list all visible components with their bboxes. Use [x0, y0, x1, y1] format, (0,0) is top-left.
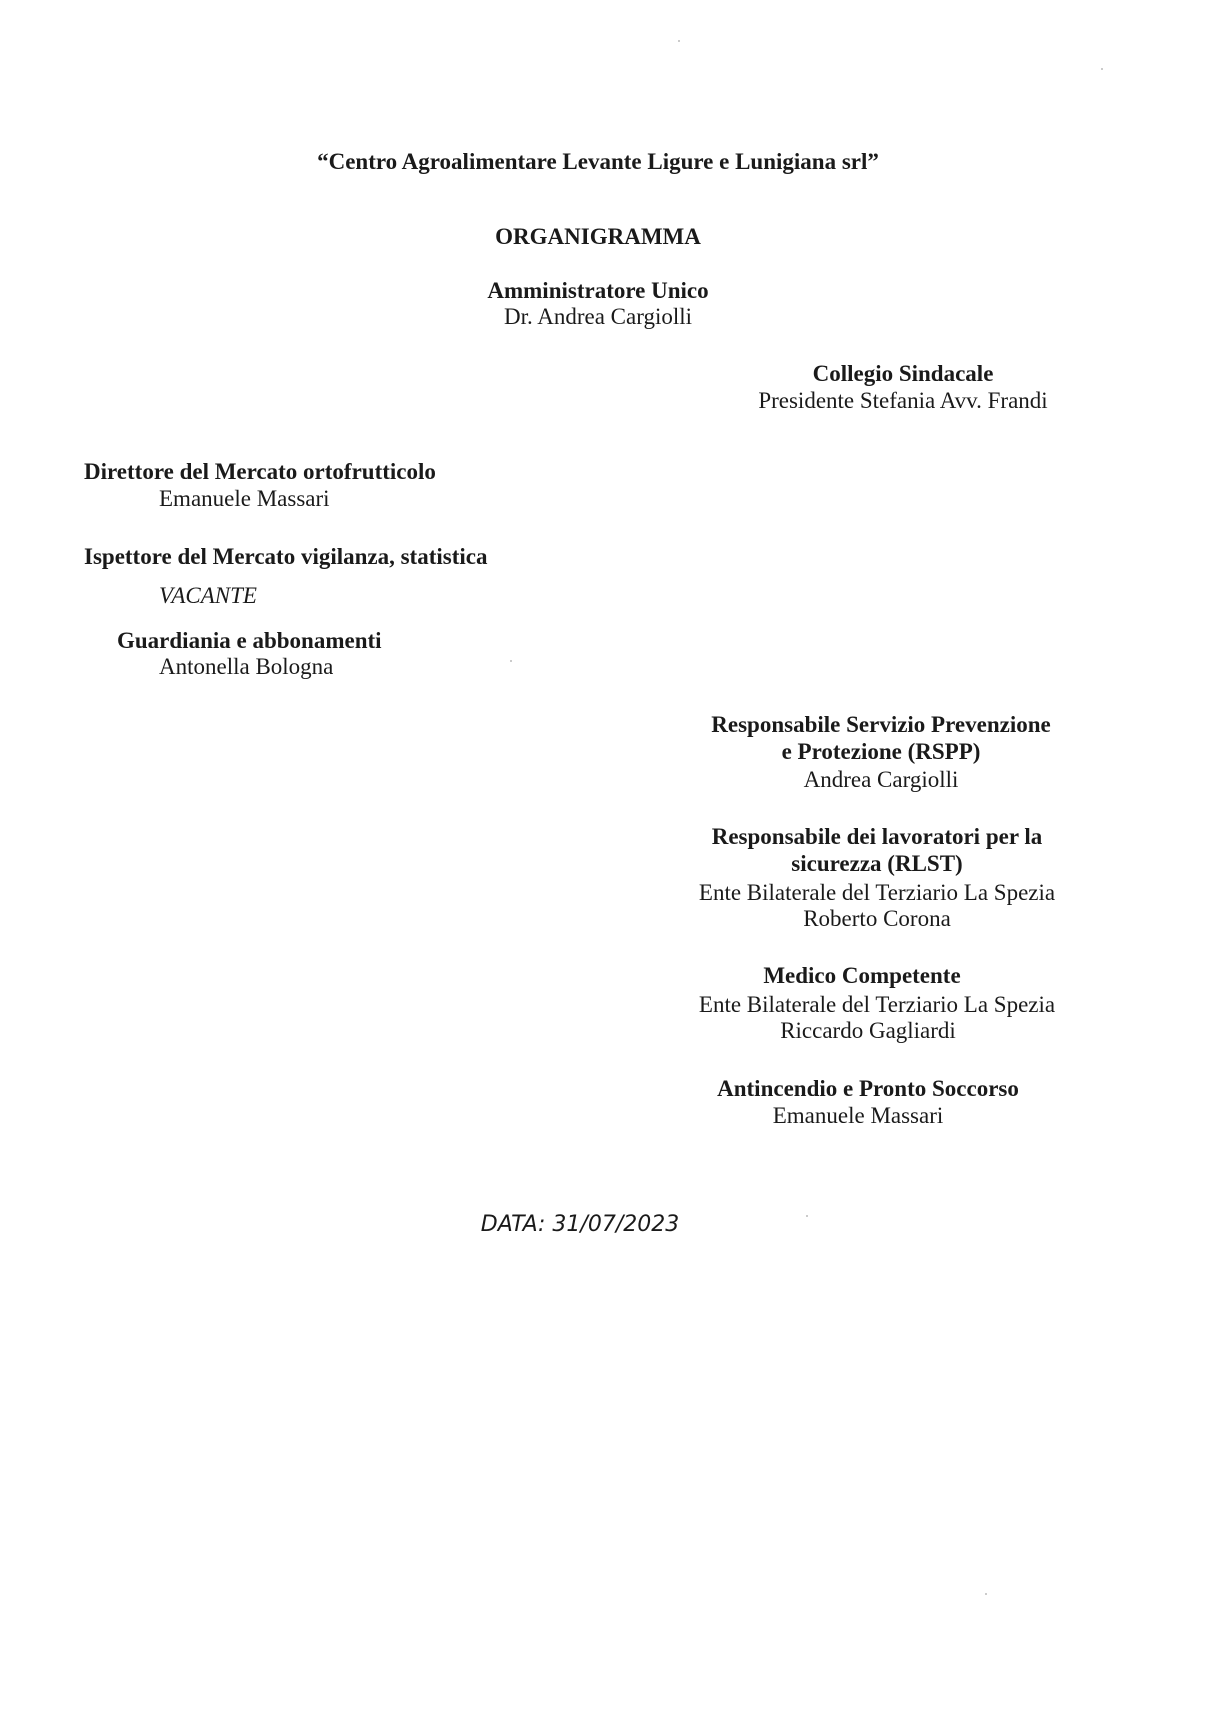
ispettore-name: VACANTE	[159, 583, 257, 608]
collegio-name: Presidente Stefania Avv. Frandi	[758, 388, 1048, 413]
rlst-name: Roberto Corona	[803, 906, 951, 931]
medico-role: Medico Competente	[763, 963, 961, 988]
amministratore-role: Amministratore Unico	[487, 278, 709, 303]
document-date: DATA: 31/07/2023	[480, 1212, 680, 1237]
medico-org: Ente Bilaterale del Terziario La Spezia	[698, 992, 1056, 1017]
scan-speck	[985, 1593, 987, 1595]
antincendio-name: Emanuele Massari	[772, 1103, 944, 1128]
rlst-org: Ente Bilaterale del Terziario La Spezia	[698, 880, 1056, 905]
ispettore-role: Ispettore del Mercato vigilanza, statistica	[84, 544, 488, 569]
rlst-role-line2: sicurezza (RLST)	[791, 851, 963, 876]
scan-speck	[806, 1215, 808, 1217]
document-title: ORGANIGRAMMA	[495, 224, 701, 249]
rspp-name: Andrea Cargiolli	[803, 767, 959, 792]
guardiania-name: Antonella Bologna	[159, 654, 334, 679]
scan-speck	[510, 660, 512, 662]
scan-speck	[678, 40, 680, 42]
direttore-role: Direttore del Mercato ortofrutticolo	[84, 459, 436, 484]
antincendio-role: Antincendio e Pronto Soccorso	[717, 1076, 1019, 1101]
medico-name: Riccardo Gagliardi	[780, 1018, 956, 1043]
collegio-role: Collegio Sindacale	[812, 361, 994, 386]
rspp-role-line1: Responsabile Servizio Prevenzione	[711, 712, 1051, 737]
rlst-role-line1: Responsabile dei lavoratori per la	[711, 824, 1043, 849]
guardiania-role: Guardiania e abbonamenti	[117, 628, 382, 653]
company-name: “Centro Agroalimentare Levante Ligure e Lunigiana srl”	[317, 149, 879, 174]
direttore-name: Emanuele Massari	[159, 486, 330, 511]
scan-speck	[1101, 68, 1103, 70]
rspp-role-line2: e Protezione (RSPP)	[781, 739, 981, 764]
amministratore-name: Dr. Andrea Cargiolli	[503, 304, 693, 329]
